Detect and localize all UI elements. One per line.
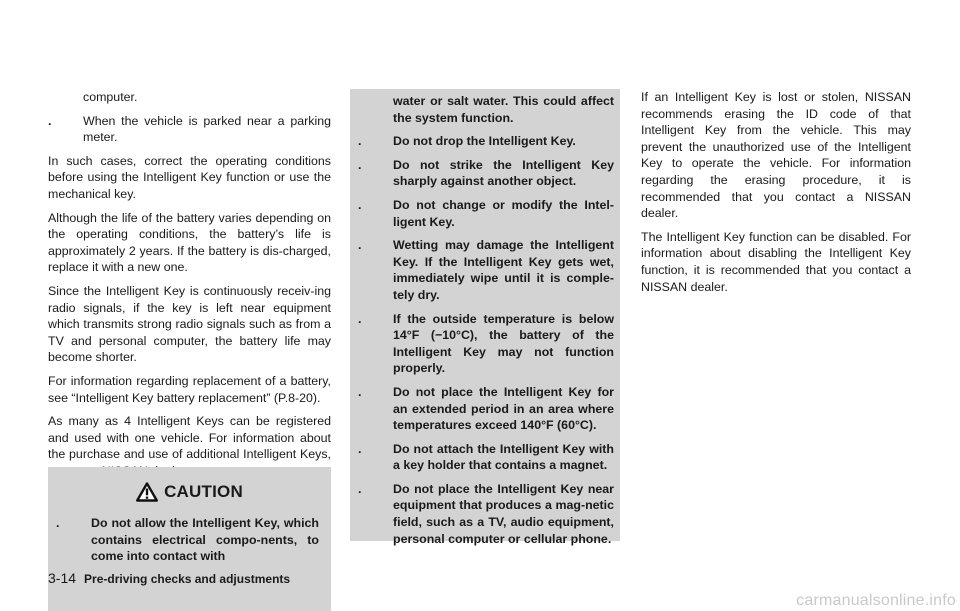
caution-text: Do not place the Intelligent Key near equipment that produces a mag-netic field, such as a TV, audio equipment, personal computer or cellular phone. <box>393 481 614 546</box>
continued-text: computer. <box>83 90 138 104</box>
caution-item <box>358 384 614 434</box>
bullet-mark: . <box>358 311 362 326</box>
caution-text: Wetting may damage the Intelligent Key. If the Intelligent Key gets wet, immediately wipe until it is comple-tely dry. <box>393 238 614 302</box>
bullet-mark: . <box>358 238 362 253</box>
column-left <box>48 89 331 486</box>
caution-header <box>48 479 331 505</box>
bullet-text: When the vehicle is parked near a parking meter. <box>83 113 331 145</box>
bullet-item <box>48 113 331 146</box>
caution-item <box>358 133 614 150</box>
bullet-mark: . <box>358 481 362 496</box>
section-title: Pre-driving checks and adjustments <box>84 572 291 586</box>
caution-box <box>48 467 331 611</box>
caution-item <box>358 441 614 474</box>
caution-text: Do not allow the Intelligent Key, which contains electrical compo-nents, to come into contact with <box>91 516 319 564</box>
caution-body <box>358 93 614 554</box>
bullet-mark: . <box>358 384 362 399</box>
caution-item <box>358 481 614 547</box>
continued-text: water or salt water. This could affect the system function. <box>393 94 614 125</box>
caution-text: Do not attach the Intelligent Key with a key holder that contains a magnet. <box>393 441 614 473</box>
caution-text: Do not drop the Intelligent Key. <box>393 134 576 149</box>
page-number: 3-14 <box>48 570 77 586</box>
caution-text: Do not change or modify the Intel-ligent Key. <box>393 197 614 229</box>
caution-item <box>358 197 614 230</box>
caution-title: CAUTION <box>164 482 243 501</box>
caution-text: If the outside temperature is below 14°F (−10°C), the battery of the Intelligent Key may not function properly. <box>393 311 614 376</box>
caution-text: Do not strike the Intelligent Key sharply against another object. <box>393 157 614 189</box>
bullet-mark: . <box>48 113 52 128</box>
watermark-text: carmanualsonline.info <box>796 592 956 609</box>
paragraph: As many as 4 Intelligent Keys can be registered and used with one vehicle. For information about the purchase and use of additional Intelligent Keys, <box>48 414 331 462</box>
paragraph: In such cases, correct the operating conditions before using the Intelligent Key function or use the mechanical key. <box>48 153 331 201</box>
caution-text: Do not place the Intelligent Key for an extended period in an area where temperatures exceed 140°F (60°C). <box>393 384 614 433</box>
paragraph: The Intelligent Key function can be disabled. For information about disabling the Intelligent Key function, it is recommended that you contact a NISSAN dealer. <box>641 229 911 294</box>
paragraph: Although the life of the battery varies depending on the operating conditions, the battery’s life is approximately 2 years. If the battery is dis-charged, replace it with a new one. <box>48 210 331 275</box>
caution-item <box>358 157 614 190</box>
bullet-mark: . <box>358 441 362 456</box>
bullet-mark: . <box>56 516 60 530</box>
caution-box-continued <box>350 89 620 546</box>
warning-triangle-icon <box>136 482 158 502</box>
paragraph: If an Intelligent Key is lost or stolen, NISSAN recommends erasing the ID code of that Intelligent Key from the vehicle. This may prevent the unauthorized use of the Intelligent Key to operate the vehicle. For information regarding the erasing procedure, it is recommended that you contact a NISSAN dealer. <box>641 90 911 221</box>
paragraph: Since the Intelligent Key is continuously receiv-ing radio signals, if the key is left near equipment which transmits strong radio signals such as from a TV and personal computer, the battery life may become shorter. <box>48 283 331 365</box>
paragraph: For information regarding replacement of a battery, see “Intelligent Key battery replacement” (P.8-20). <box>48 373 331 405</box>
caution-item <box>56 515 319 565</box>
page-footer <box>48 570 290 586</box>
bullet-mark: . <box>358 157 362 172</box>
caution-item <box>358 311 614 377</box>
column-right <box>641 89 911 302</box>
bullet-mark: . <box>358 134 362 149</box>
bullet-mark: . <box>358 197 362 212</box>
caution-body <box>56 515 319 572</box>
caution-item <box>358 237 614 303</box>
